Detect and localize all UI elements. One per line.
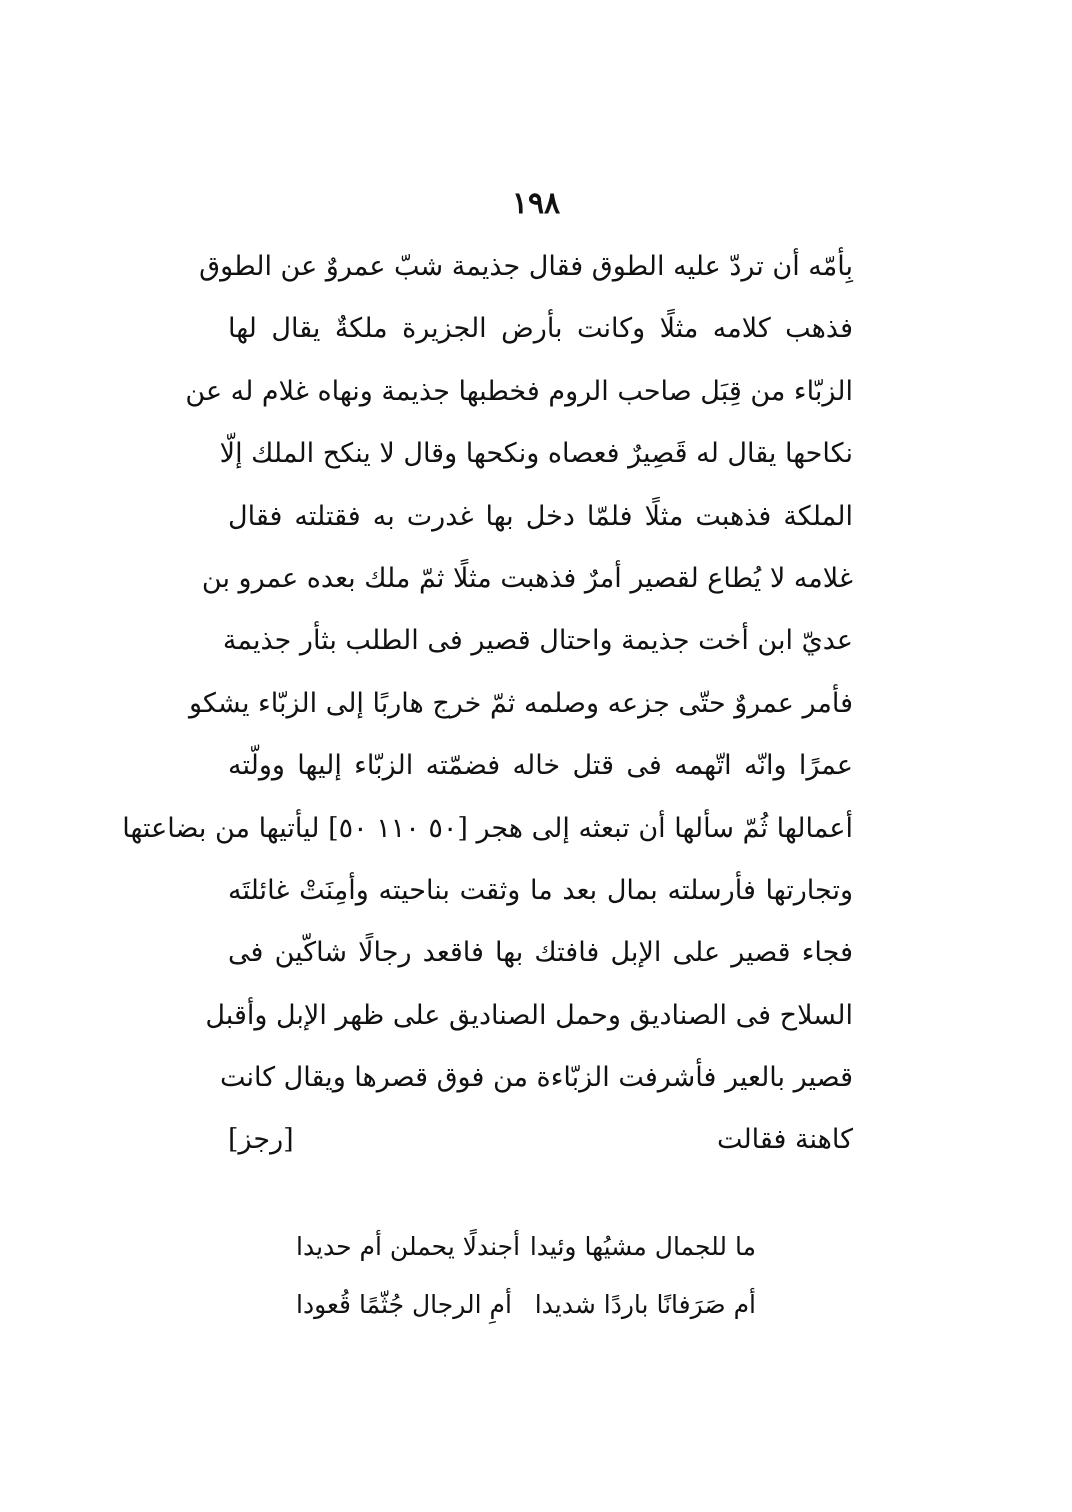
text-line: وتجارتها فأرسلته بمال بعد ما وثقت بناحيته وأمِنَتْ غائلتَه [228, 874, 853, 906]
last-line-text: كاهنة فقالت [716, 1124, 853, 1156]
verse-second-hemistich: أمِ الرجال جُثّمًا قُعودا [296, 1290, 512, 1319]
poem-verse [296, 1276, 756, 1334]
text-line: الزبّاء من قِبَل صاحب الروم فخطبها جذيمة ونهاه غلام له عن [185, 375, 853, 407]
text-line-last [228, 1109, 853, 1171]
text-line: قصير بالعير فأشرفت الزبّاءة من فوق قصرها ويقال كانت [219, 1062, 853, 1094]
text-line: السلاح فى الصناديق وحمل الصناديق على ظهر الإبل وأقبل [205, 999, 853, 1031]
text-line: بِأمّه أن تردّ عليه الطوق فقال جذيمة شبّ عمروٌ عن الطوق [199, 251, 853, 282]
text-line: نكاحها يقال له قَصِيرٌ فعصاه ونكحها وقال لا ينكح الملك إلّا [219, 438, 853, 470]
meter-label: [رجز] [228, 1124, 294, 1156]
text-line: فذهب كلامه مثلًا وكانت بأرض الجزيرة ملكةٌ يقال لها [228, 313, 853, 345]
text-line: أعمالها ثُمّ سألها أن تبعثه إلى هجر [٥٠ ١١٠ ٥٠] ليأتيها من بضاعتها [122, 812, 853, 844]
body-text [122, 236, 853, 1172]
text-line: عمرًا وانّه اتّهمه فى قتل خاله فضمّته الزبّاء إليها وولّته [228, 750, 853, 782]
verse-first-hemistich: أم صَرَفانًا باردًا شديدا [534, 1290, 756, 1319]
verse-first-hemistich: ما للجمال مشيُها وئيدا [529, 1232, 756, 1261]
page-number: ١٩٨ [511, 186, 561, 221]
text-line: غلامه لا يُطاع لقصير أمرٌ فذهبت مثلًا ثمّ ملك بعده عمرو بن [201, 562, 853, 594]
text-line: فأمر عمروٌ حتّى جزعه وصلمه ثمّ خرج هاربًا إلى الزبّاء يشكو [189, 687, 853, 719]
verse-second-hemistich: أجندلًا يحملن أم حديدا [296, 1232, 521, 1261]
poem-verse [296, 1218, 756, 1276]
text-line: عديّ ابن أخت جذيمة واحتال قصير فى الطلب بثأر جذيمة [222, 625, 853, 657]
poem [296, 1218, 756, 1334]
text-line: فجاء قصير على الإبل فافتك بها فاقعد رجالًا شاكّين فى [228, 937, 853, 969]
text-line: الملكة فذهبت مثلًا فلمّا دخل بها غدرت به فقتلته فقال [228, 500, 853, 532]
